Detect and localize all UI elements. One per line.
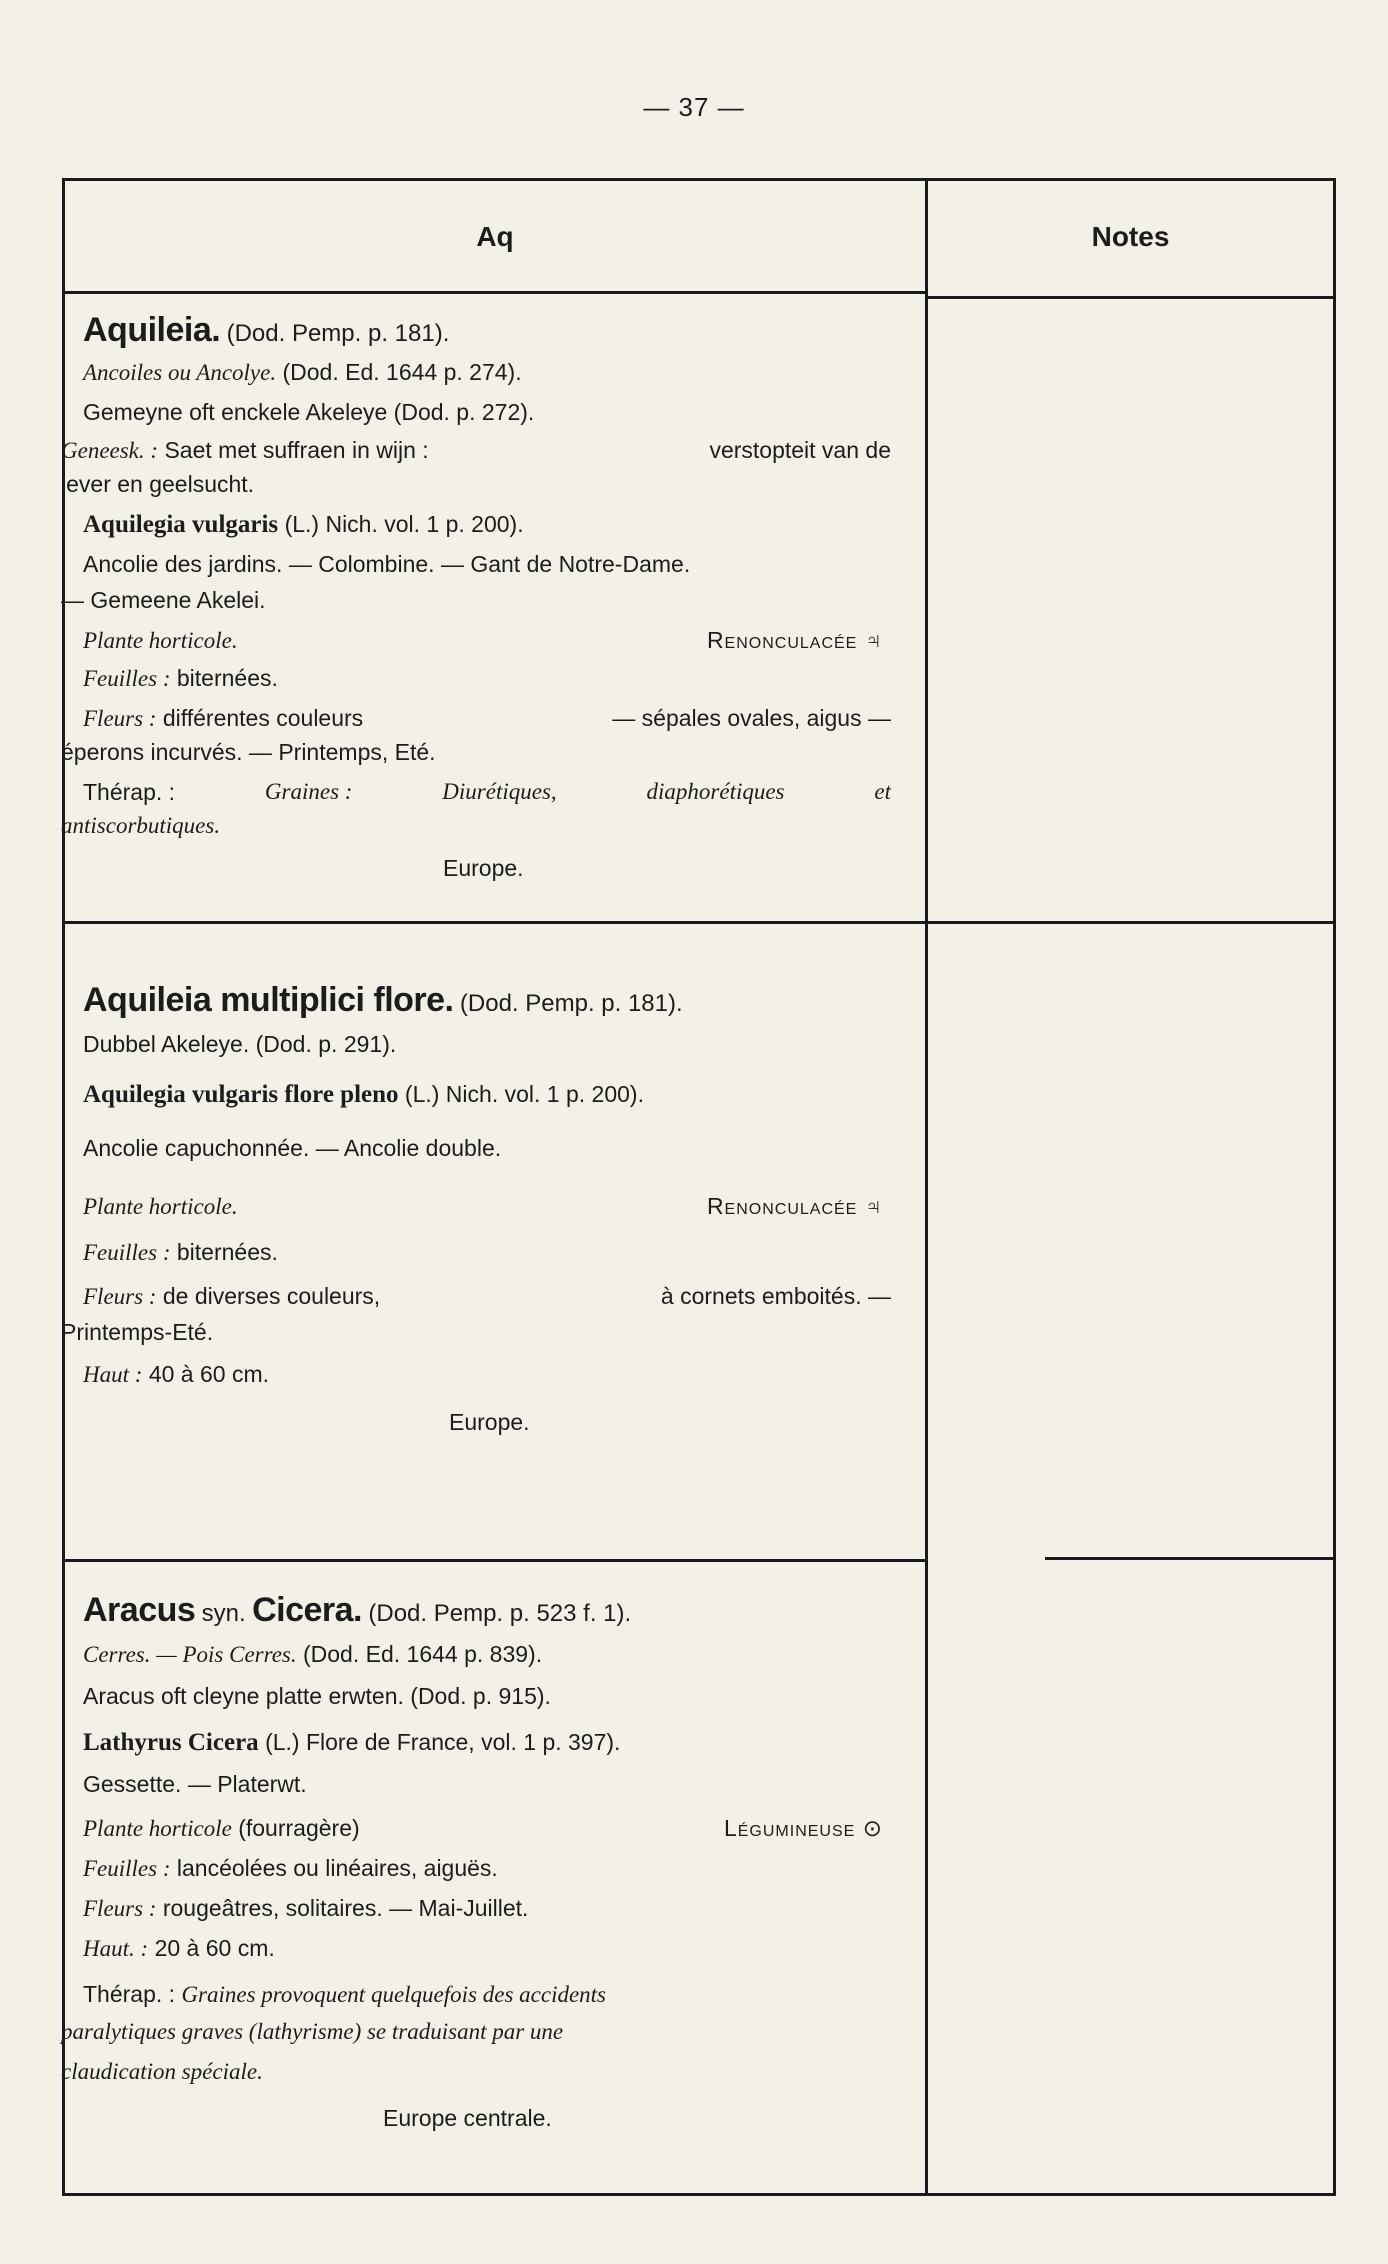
entry-line: paralytiques graves (lathyrisme) se traduisant par une: [61, 2019, 564, 2044]
entry-title-synonym: Cicera.: [252, 1591, 362, 1629]
entry-line: [83, 1981, 606, 2008]
entry-line: Aracus oft cleyne platte erwten. (Dod. p. 915).: [83, 1683, 551, 1709]
binomial-name: Aquilegia vulgaris: [83, 511, 279, 538]
entry-line: [83, 1935, 275, 1962]
italic-text: Ancoiles ou Ancolye.: [83, 360, 277, 385]
text: biternées.: [176, 665, 278, 691]
italic-text: Graines provoquent quelquefois des accidents: [181, 1982, 607, 2007]
entry-title-line: [83, 311, 449, 350]
text: différentes couleurs: [162, 705, 364, 731]
entry-line: [83, 1239, 278, 1266]
binomial-ref: (L.) Nich. vol. 1 p. 200).: [404, 1081, 644, 1107]
italic-text: Diurétiques,: [442, 779, 557, 804]
entry-line: Dubbel Akeleye. (Dod. p. 291).: [83, 1031, 397, 1057]
entry-line: [83, 1815, 903, 1842]
entry-line: [83, 359, 522, 386]
binomial-ref: (L.) Flore de France, vol. 1 p. 397).: [265, 1729, 621, 1755]
italic-text: Fleurs :: [83, 1896, 157, 1921]
entry-line: Gemeyne oft enckele Akeleye (Dod. p. 272).: [83, 399, 535, 425]
entry-line: [83, 779, 891, 806]
italic-text: et: [874, 779, 891, 804]
binomial-line: [83, 511, 524, 539]
family-label: Renonculacée ♃: [706, 1193, 883, 1219]
entry-rule: [1045, 1557, 1335, 1560]
text: biternées.: [176, 1239, 278, 1265]
entry-line: [83, 705, 891, 732]
entry-line: claudication spéciale.: [61, 2059, 263, 2084]
entry-title: Aquileia multiplici flore.: [83, 981, 454, 1019]
italic-text: Fleurs :: [83, 1284, 157, 1309]
entry-line: [83, 1895, 528, 1922]
italic-text: Plante horticole.: [83, 628, 238, 653]
column-header-notes: Notes: [1091, 221, 1170, 252]
entry-line: Printemps-Eté.: [61, 1319, 214, 1345]
binomial-name: Aquilegia vulgaris flore pleno: [83, 1081, 399, 1108]
binomial-line: [83, 1729, 620, 1757]
entry-line: Ancolie des jardins. — Colombine. — Gant de Notre-Dame.: [83, 551, 691, 577]
entry-line: [83, 1855, 498, 1882]
text: (Dod. Ed. 1644 p. 274).: [282, 359, 522, 385]
binomial-ref: (L.) Nich. vol. 1 p. 200).: [284, 511, 524, 537]
text: — sépales ovales, aigus —: [612, 705, 891, 731]
italic-text: Feuilles :: [83, 666, 171, 691]
entry-line: [83, 627, 903, 654]
column-header-aq: Aq: [476, 221, 514, 252]
text: verstopteit van de: [709, 437, 891, 463]
text: rougeâtres, solitaires. — Mai-Juillet.: [162, 1895, 529, 1921]
origin-label: Europe centrale.: [383, 2105, 552, 2131]
text: à cornets emboités. —: [660, 1283, 891, 1309]
text: (fourragère): [238, 1815, 360, 1841]
entry-title: Aracus: [83, 1591, 196, 1629]
origin-label: Europe.: [443, 855, 524, 881]
italic-text: Cerres. — Pois Cerres.: [83, 1642, 297, 1667]
entry-line: antiscorbutiques.: [61, 813, 221, 838]
text: Saet met suffraen in wijn :: [164, 437, 429, 463]
header-rule-right: [928, 296, 1333, 299]
italic-text: Geneesk. :: [61, 438, 159, 463]
entry-line: [83, 1283, 891, 1310]
italic-text: Haut. :: [83, 1936, 149, 1961]
binomial-name: Lathyrus Cicera: [83, 1729, 259, 1756]
page-number: — 37 —: [643, 92, 745, 122]
entry-line: lever en geelsucht.: [61, 471, 255, 497]
entry-line: Gessette. — Platerwt.: [83, 1771, 307, 1797]
italic-text: Feuilles :: [83, 1856, 171, 1881]
entry-rule: [65, 921, 925, 924]
italic-text: Plante horticole.: [83, 1194, 238, 1219]
header-rule-left: [65, 291, 925, 294]
herbal-table: [62, 178, 1336, 2196]
syn-label: syn.: [201, 1600, 246, 1627]
entry-title-line: [83, 1591, 631, 1630]
text: 40 à 60 cm.: [148, 1361, 269, 1387]
entry-title-ref: (Dod. Pemp. p. 523 f. 1).: [368, 1600, 632, 1627]
entry-line: [61, 437, 891, 464]
text: de diverses couleurs,: [162, 1283, 381, 1309]
text: Thérap. :: [83, 1981, 176, 2007]
family-label: Légumineuse ⊙: [723, 1815, 883, 1841]
text: lancéolées ou linéaires, aiguës.: [176, 1855, 498, 1881]
family-label: Renonculacée ♃: [706, 627, 883, 653]
entry-line: [83, 1641, 542, 1668]
entry-title-line: [83, 981, 683, 1020]
entry-line: [83, 1193, 903, 1220]
entry-title-ref: (Dod. Pemp. p. 181).: [459, 990, 683, 1017]
italic-text: Graines :: [264, 779, 353, 804]
entry-line: [83, 1361, 269, 1388]
text: (Dod. Ed. 1644 p. 839).: [303, 1641, 543, 1667]
entry-title: Aquileia.: [83, 311, 221, 349]
binomial-line: [83, 1081, 644, 1109]
entry-line: Ancolie capuchonnée. — Ancolie double.: [83, 1135, 502, 1161]
text: Thérap. :: [83, 779, 176, 805]
entry-line: éperons incurvés. — Printemps, Eté.: [61, 739, 436, 765]
italic-text: Plante horticole: [83, 1816, 232, 1841]
entry-line: [83, 665, 278, 692]
entry-rule: [928, 921, 1333, 924]
entry-line: — Gemeene Akelei.: [61, 587, 266, 613]
italic-text: diaphorétiques: [646, 779, 785, 804]
text: 20 à 60 cm.: [154, 1935, 275, 1961]
italic-text: Fleurs :: [83, 706, 157, 731]
entry-rule: [65, 1559, 925, 1562]
italic-text: Haut :: [83, 1362, 143, 1387]
entry-title-ref: (Dod. Pemp. p. 181).: [226, 320, 450, 347]
column-divider: [925, 181, 928, 2193]
italic-text: Feuilles :: [83, 1240, 171, 1265]
origin-label: Europe.: [449, 1409, 530, 1435]
